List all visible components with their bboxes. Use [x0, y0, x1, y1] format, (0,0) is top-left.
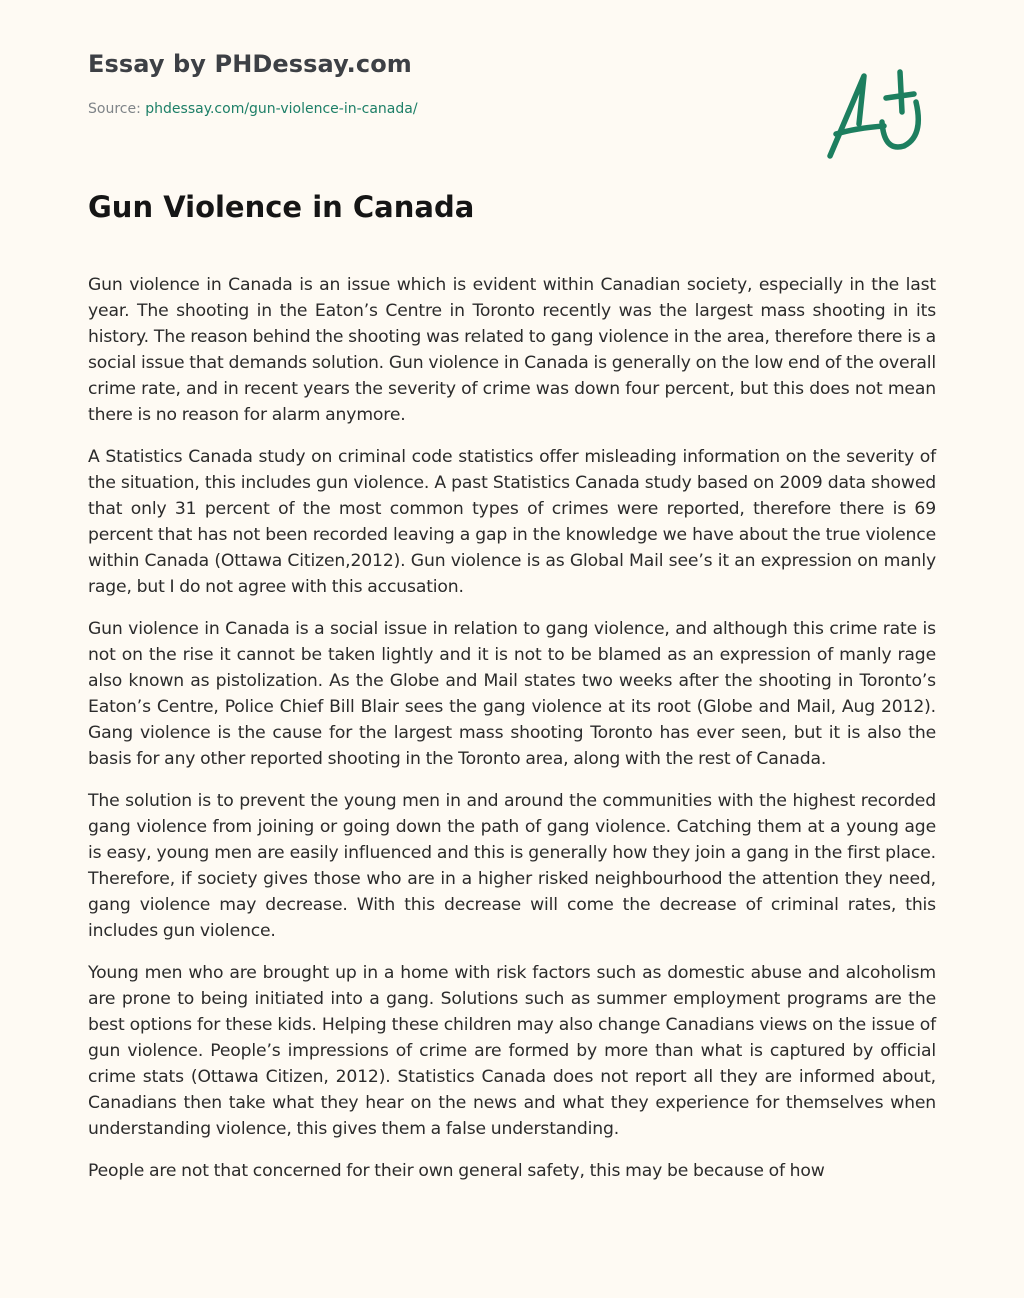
- site-brand: Essay by PHDessay.com: [88, 50, 412, 78]
- essay-paragraph: Young men who are brought up in a home with risk factors such as domestic abuse and alcoholism are prone to being initiated into a gang. Solutions such as summer employment programs are the best options for these kids. Helping these children may also change Canadians views on the issue of gun violence. People’s impressions of crime are formed by more than what is captured by official crime stats (Ottawa Citizen, 2012). Statistics Canada does not report all they are informed about, Canadians then take what they hear on the news and what they experience for themselves when understanding violence, this gives them a false understanding.: [88, 963, 936, 1139]
- essay-body: [88, 272, 936, 1200]
- essay-title: Gun Violence in Canada: [88, 190, 475, 224]
- essay-paragraph: People are not that concerned for their own general safety, this may be because of how: [88, 1161, 825, 1181]
- essay-paragraph: A Statistics Canada study on criminal code statistics offer misleading information on the severity of the situation, this includes gun violence. A past Statistics Canada study based on 2009 data showed that only 31 percent of the most common types of crimes were reported, therefore there is 69 percent that has not been recorded leaving a gap in the knowledge we have about the true violence within Canada (Ottawa Citizen,2012). Gun violence is as Global Mail see’s it an expression on manly rage, but I do not agree with this accusation.: [88, 447, 936, 597]
- source-label: Source:: [88, 101, 146, 117]
- a-plus-plus-vertical: [900, 72, 902, 112]
- source-line: [88, 101, 418, 117]
- essay-paragraph: The solution is to prevent the young men in and around the communities with the highest recorded gang violence from joining or going down the path of gang violence. Catching them at a young age is easy, young men are easily influenced and this is generally how they join a gang in the first place. Therefore, if society gives those who are in a higher risked neighbourhood the attention they need, gang violence may decrease. With this decrease will come the decrease of criminal rates, this includes gun violence.: [88, 791, 936, 941]
- a-plus-letter-a-stroke: [830, 76, 864, 156]
- source-link[interactable]: phdessay.com/gun-violence-in-canada/: [145, 101, 418, 117]
- a-plus-grade-icon: [826, 64, 928, 164]
- essay-paragraph: Gun violence in Canada is an issue which is evident within Canadian society, especially in the last year. The shooting in the Eaton’s Centre in Toronto recently was the largest mass shooting in its history. The reason behind the shooting was related to gang violence in the area, therefore there is a social issue that demands solution. Gun violence in Canada is generally on the low end of the overall crime rate, and in recent years the severity of crime was down four percent, but this does not mean there is no reason for alarm anymore.: [88, 275, 936, 425]
- essay-paragraph: Gun violence in Canada is a social issue in relation to gang violence, and although this crime rate is not on the rise it cannot be taken lightly and it is not to be blamed as an expression of manly rage also known as pistolization. As the Globe and Mail states two weeks after the shooting in Toronto’s Eaton’s Centre, Police Chief Bill Blair sees the gang violence at its root (Globe and Mail, Aug 2012). Gang violence is the cause for the largest mass shooting Toronto has ever seen, but it is also the basis for any other reported shooting in the Toronto area, along with the rest of Canada.: [88, 619, 936, 769]
